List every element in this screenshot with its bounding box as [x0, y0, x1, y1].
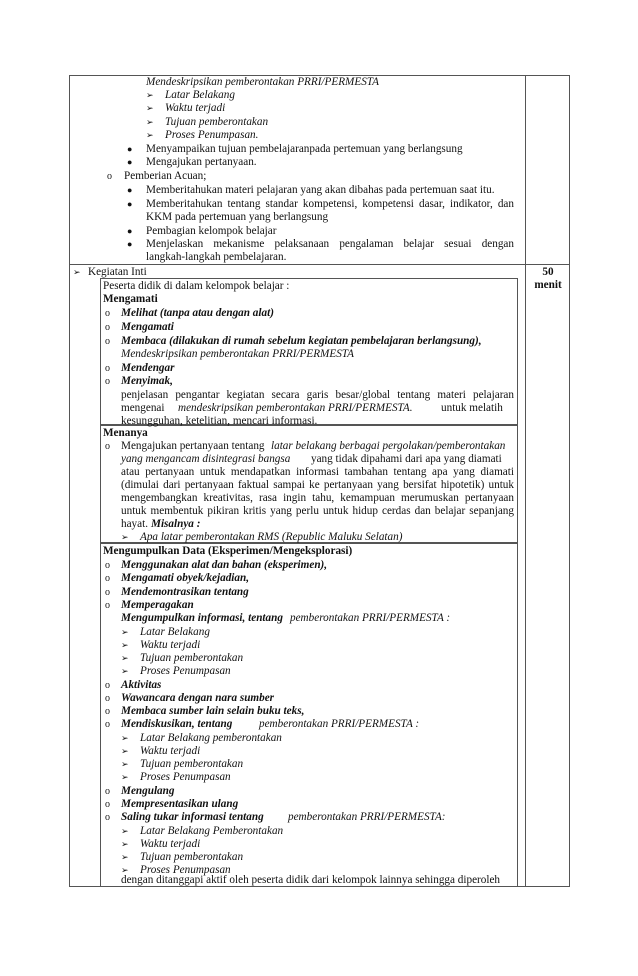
- mengumpulkan-item: Mengamati obyek/kejadian,: [121, 572, 250, 584]
- arrow-bullet-icon: ➢: [121, 759, 129, 769]
- mengamati-item: Mendengar: [121, 362, 175, 374]
- circle-bullet-icon: o: [105, 693, 110, 704]
- menanya-line: mengembangkan kreativitas, rasa ingin tahu, kemampuan merumuskan pertanyaan: [121, 492, 514, 504]
- mengamati-para-b: mendeskripsikan pemberontakan PRRI/PERMESTA.: [178, 402, 413, 414]
- mengumpulkan-item-b: pemberontakan PRRI/PERMESTA :: [259, 718, 420, 730]
- menanya-line: atau pertanyaan untuk mendapatkan informasi tambahan tentang apa yang diamati: [121, 466, 514, 478]
- mengamati-item: Melihat (tanpa atau dengan alat): [121, 307, 274, 319]
- arrow-bullet-icon: ➢: [121, 852, 129, 862]
- menanya-line-b: latar belakang berbagai pergolakan/pemberontakan: [271, 440, 506, 452]
- mengumpulkan-item: Memperagakan: [121, 599, 194, 611]
- sub-item: Tujuan pemberontakan: [140, 758, 244, 770]
- mengumpulkan-last-line: dengan ditanggapi aktif oleh peserta didik dari kelompok lainnya sehingga diperoleh: [121, 874, 501, 886]
- arrow-bullet-icon: ➢: [121, 839, 129, 849]
- sub-item: Waktu terjadi: [140, 745, 201, 757]
- acuan-item: Memberitahukan tentang standar kompetensi, kompetensi dasar, indikator, dan: [146, 198, 514, 210]
- sub-item: Latar Belakang Pemberontakan: [140, 825, 284, 837]
- mengamati-para-a: mengenai: [121, 402, 165, 414]
- bullet-icon: ●: [127, 185, 133, 195]
- arrow-bullet-icon: ➢: [146, 130, 154, 140]
- mengamati-para-c: untuk melatih: [441, 402, 503, 414]
- bullet-icon: ●: [127, 199, 133, 209]
- mengumpulkan-item: Wawancara dengan nara sumber: [121, 692, 275, 704]
- row-divider: [69, 264, 570, 265]
- arrow-bullet-icon: ➢: [121, 532, 129, 542]
- mengumpulkan-item-a: Mendiskusikan, tentang: [121, 718, 233, 730]
- mengumpulkan-item: Mendemontrasikan tentang: [121, 586, 249, 598]
- arrow-bullet-icon: ➢: [146, 103, 154, 113]
- mengumpulkan-item-b: pemberontakan PRRI/PERMESTA:: [288, 811, 446, 823]
- bullet-icon: ●: [127, 239, 133, 249]
- sub-item: Proses Penumpasan: [140, 771, 231, 783]
- circle-bullet-icon: o: [105, 308, 110, 319]
- sub-item: Waktu terjadi: [140, 838, 201, 850]
- arrow-bullet-icon: ➢: [121, 733, 129, 743]
- duration-value: 50: [542, 266, 554, 278]
- circle-bullet-icon: o: [105, 812, 110, 823]
- mengamati-item: Membaca (dilakukan di rumah sebelum kegiatan pembelajaran berlangsung),: [121, 335, 482, 347]
- menanya-line-a: hayat.: [121, 518, 149, 530]
- acuan-item: Menjelaskan mekanisme pelaksanaan pengalaman belajar sesuai dengan: [146, 238, 514, 250]
- bullet-icon: ●: [127, 157, 133, 167]
- circle-bullet-icon: o: [105, 719, 110, 730]
- mengumpulkan-title: Mengumpulkan Data (Eksperimen/Mengeksplorasi): [103, 545, 353, 557]
- circle-bullet-icon: o: [105, 376, 110, 387]
- mengamati-para: penjelasan pengantar kegiatan secara garis besar/global tentang materi pelajaran: [121, 389, 514, 401]
- circle-bullet-icon: o: [105, 706, 110, 717]
- top-heading: Mendeskripsikan pemberontakan PRRI/PERMESTA: [146, 76, 380, 88]
- menanya-title: Menanya: [103, 427, 148, 439]
- sub-item: Proses Penumpasan: [140, 864, 231, 876]
- acuan-item-cont: KKM pada pertemuan yang berlangsung: [146, 211, 329, 223]
- circle-bullet-icon: o: [105, 363, 110, 374]
- menanya-line-a: Mengajukan pertanyaan tentang: [121, 440, 265, 452]
- circle-bullet-icon: o: [105, 336, 110, 347]
- arrow-bullet-icon: ➢: [121, 653, 129, 663]
- bullet-icon: ●: [127, 144, 133, 154]
- menanya-line-b: yang tidak dipahami dari apa yang diamati: [311, 453, 502, 465]
- mengamati-item: Mengamati: [121, 321, 174, 333]
- mengumpulkan-item: Aktivitas: [121, 679, 162, 691]
- mengumpulkan-info-b: pemberontakan PRRI/PERMESTA :: [290, 612, 451, 624]
- mengumpulkan-item-a: Saling tukar informasi tentang: [121, 811, 264, 823]
- intro-text: Peserta didik di dalam kelompok belajar :: [103, 280, 290, 292]
- bullet-icon: ●: [127, 226, 133, 236]
- arrow-bullet-icon: ➢: [146, 90, 154, 100]
- mengumpulkan-item: Menggunakan alat dan bahan (eksperimen),: [121, 559, 328, 571]
- arrow-bullet-icon: ➢: [121, 746, 129, 756]
- mengumpulkan-item: Membaca sumber lain selain buku teks,: [121, 705, 305, 717]
- circle-bullet-icon: o: [105, 799, 110, 810]
- acuan-item-cont: langkah-langkah pembelajaran.: [146, 251, 287, 263]
- circle-bullet-icon: o: [105, 600, 110, 611]
- circle-bullet-icon: o: [105, 573, 110, 584]
- circle-bullet-icon: o: [105, 322, 110, 333]
- mengumpulkan-item: Mempresentasikan ulang: [121, 798, 239, 810]
- mengamati-para: kesungguhan, ketelitian, mencari informasi.: [121, 415, 318, 427]
- arrow-bullet-icon: ➢: [121, 826, 129, 836]
- sub-item: Latar Belakang: [140, 626, 210, 638]
- top-sub-item: Waktu terjadi: [165, 102, 226, 114]
- arrow-bullet-icon: ➢: [121, 627, 129, 637]
- arrow-bullet-icon: ➢: [121, 772, 129, 782]
- arrow-bullet-icon: ➢: [121, 666, 129, 676]
- duration-unit: menit: [534, 279, 562, 291]
- menanya-line-b: Misalnya :: [151, 518, 201, 530]
- mengumpulkan-item: Mengulang: [121, 785, 175, 797]
- circle-bullet-icon: o: [105, 680, 110, 691]
- top-bullet-2: Mengajukan pertanyaan.: [146, 156, 257, 168]
- acuan-heading: Pemberian Acuan;: [124, 170, 207, 182]
- arrow-bullet-icon: ➢: [121, 640, 129, 650]
- sub-item: Latar Belakang pemberontakan: [140, 732, 282, 744]
- menanya-line: untuk membentuk pikiran kritis yang perlu untuk hidup cerdas dan belajar sepanjang: [121, 505, 514, 517]
- arrow-bullet-icon: ➢: [121, 865, 129, 875]
- circle-bullet-icon: o: [105, 560, 110, 571]
- acuan-item: Memberitahukan materi pelajaran yang akan dibahas pada pertemuan saat itu.: [146, 184, 495, 196]
- menanya-line: (dimulai dari pertanyaan faktual sampai ke pertanyaan yang bersifat hipotetik) untuk: [121, 479, 514, 491]
- sub-item: Tujuan pemberontakan: [140, 851, 244, 863]
- mengumpulkan-info-a: Mengumpulkan informasi, tentang: [121, 612, 283, 624]
- top-sub-item: Tujuan pemberontakan: [165, 116, 269, 128]
- sub-item: Tujuan pemberontakan: [140, 652, 244, 664]
- mengamati-item-cont: Mendeskripsikan pemberontakan PRRI/PERMESTA: [121, 348, 355, 360]
- top-bullet-1: Menyampaikan tujuan pembelajaranpada pertemuan yang berlangsung: [146, 143, 463, 155]
- mengamati-item: Menyimak,: [121, 375, 173, 387]
- top-sub-item: Latar Belakang: [165, 89, 235, 101]
- column-divider: [525, 75, 526, 887]
- sub-item: Waktu terjadi: [140, 639, 201, 651]
- kegiatan-inti-label: Kegiatan Inti: [88, 266, 147, 278]
- menanya-example: Apa latar pemberontakan RMS (Republic Maluku Selatan): [140, 531, 403, 543]
- circle-bullet-icon: o: [105, 587, 110, 598]
- mengamati-title: Mengamati: [103, 293, 158, 305]
- circle-bullet-icon: o: [105, 441, 110, 452]
- arrow-bullet-icon: ➢: [73, 267, 81, 277]
- circle-bullet-icon: o: [105, 786, 110, 797]
- circle-bullet-icon: o: [107, 171, 112, 182]
- sub-item: Proses Penumpasan: [140, 665, 231, 677]
- acuan-item: Pembagian kelompok belajar: [146, 225, 277, 237]
- menanya-line-a: yang mengancam disintegrasi bangsa: [121, 453, 291, 465]
- arrow-bullet-icon: ➢: [146, 117, 154, 127]
- top-sub-item: Proses Penumpasan.: [165, 129, 259, 141]
